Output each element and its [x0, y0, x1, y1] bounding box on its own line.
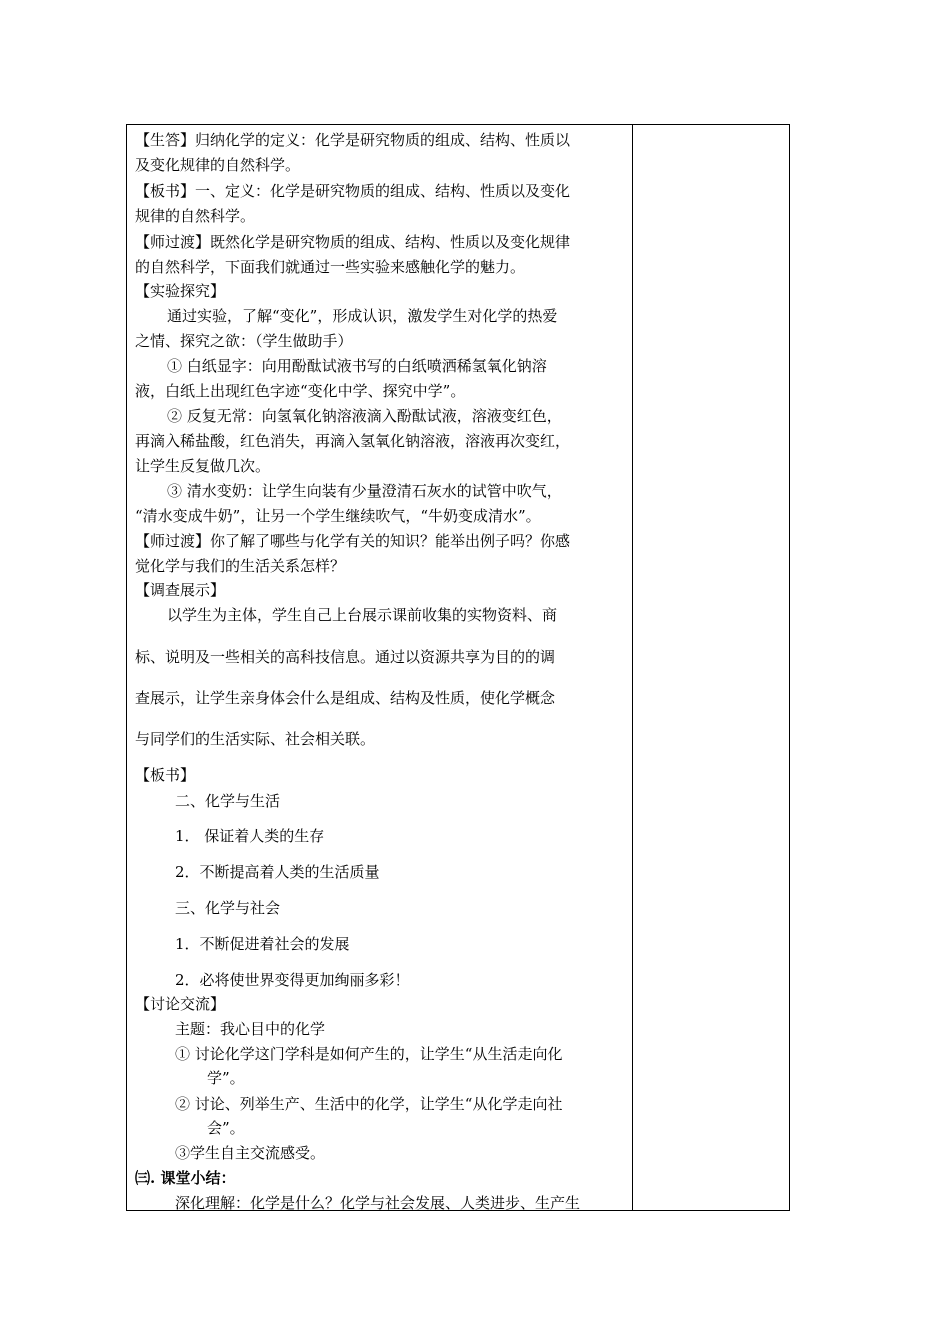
text-line: 会”。 — [207, 1119, 245, 1137]
text-line: 觉化学与我们的生活关系怎样？ — [135, 557, 346, 575]
text-line: 通过实验，了解“变化”，形成认识，激发学生对化学的热爱 — [167, 307, 558, 325]
list-item: 1． 保证着人类的生存 — [175, 827, 325, 845]
text-line: 主题：我心目中的化学 — [175, 1020, 326, 1038]
section-heading: 【板书】 — [135, 766, 196, 784]
list-item: ① 讨论化学这门学科是如何产生的，让学生“从生活走向化 — [175, 1045, 563, 1063]
list-item: ③学生自主交流感受。 — [175, 1144, 326, 1162]
text-line: 及变化规律的自然科学。 — [135, 156, 301, 174]
list-item: 1．不断促进着社会的发展 — [175, 935, 350, 953]
text-line: 查展示，让学生亲身体会什么是组成、结构及性质，使化学概念 — [135, 689, 556, 707]
section-heading: 【讨论交流】 — [135, 995, 226, 1013]
text-line: 【师过渡】既然化学是研究物质的组成、结构、性质以及变化规律 — [135, 233, 571, 251]
text-line: 与同学们的生活实际、社会相关联。 — [135, 730, 376, 748]
text-line: “清水变成牛奶”，让另一个学生继续吹气，“牛奶变成清水”。 — [135, 507, 541, 525]
text-line: 规律的自然科学。 — [135, 207, 256, 225]
section-heading: 【调查展示】 — [135, 581, 226, 599]
text-line: 深化理解：化学是什么？化学与社会发展、人类进步、生产生 — [175, 1194, 581, 1212]
text-line: 液，白纸上出现红色字迹“变化中学、探究中学”。 — [135, 382, 466, 400]
text-line: 三、化学与社会 — [175, 899, 281, 917]
text-line: 【板书】一、定义：化学是研究物质的组成、结构、性质以及变化 — [135, 182, 571, 200]
text-line: 让学生反复做几次。 — [135, 457, 271, 475]
text-line: 【师过渡】你了解了哪些与化学有关的知识？能举出例子吗？你感 — [135, 532, 571, 550]
column-divider — [632, 125, 633, 1210]
text-line: 以学生为主体，学生自己上台展示课前收集的实物资料、商 — [167, 606, 558, 624]
text-line: ① 白纸显字：向用酚酞试液书写的白纸喷洒稀氢氧化钠溶 — [167, 357, 547, 375]
text-line: 标、说明及一些相关的高科技信息。通过以资源共享为目的的调 — [135, 648, 556, 666]
lesson-table — [126, 124, 790, 1211]
text-line: 之情、探究之欲：（学生做助手） — [135, 332, 353, 350]
text-line: ③ 清水变奶：让学生向装有少量澄清石灰水的试管中吹气， — [167, 482, 562, 500]
text-line: 的自然科学，下面我们就通过一些实验来感触化学的魅力。 — [135, 258, 526, 276]
section-heading: 【实验探究】 — [135, 282, 226, 300]
text-line: 二、化学与生活 — [175, 792, 281, 810]
text-line: ② 反复无常：向氢氧化钠溶液滴入酚酞试液，溶液变红色， — [167, 407, 562, 425]
list-item: 2．不断提高着人类的生活质量 — [175, 863, 380, 881]
list-item: ② 讨论、列举生产、生活中的化学，让学生“从化学走向社 — [175, 1095, 563, 1113]
text-line: 再滴入稀盐酸，红色消失，再滴入氢氧化钠溶液，溶液再次变红， — [135, 432, 571, 450]
list-item: 2．必将使世界变得更加绚丽多彩！ — [175, 971, 410, 989]
section-heading: ㈢. 课堂小结： — [135, 1169, 236, 1187]
text-line: 【生答】归纳化学的定义：化学是研究物质的组成、结构、性质以 — [135, 131, 571, 149]
text-line: 学”。 — [207, 1069, 245, 1087]
